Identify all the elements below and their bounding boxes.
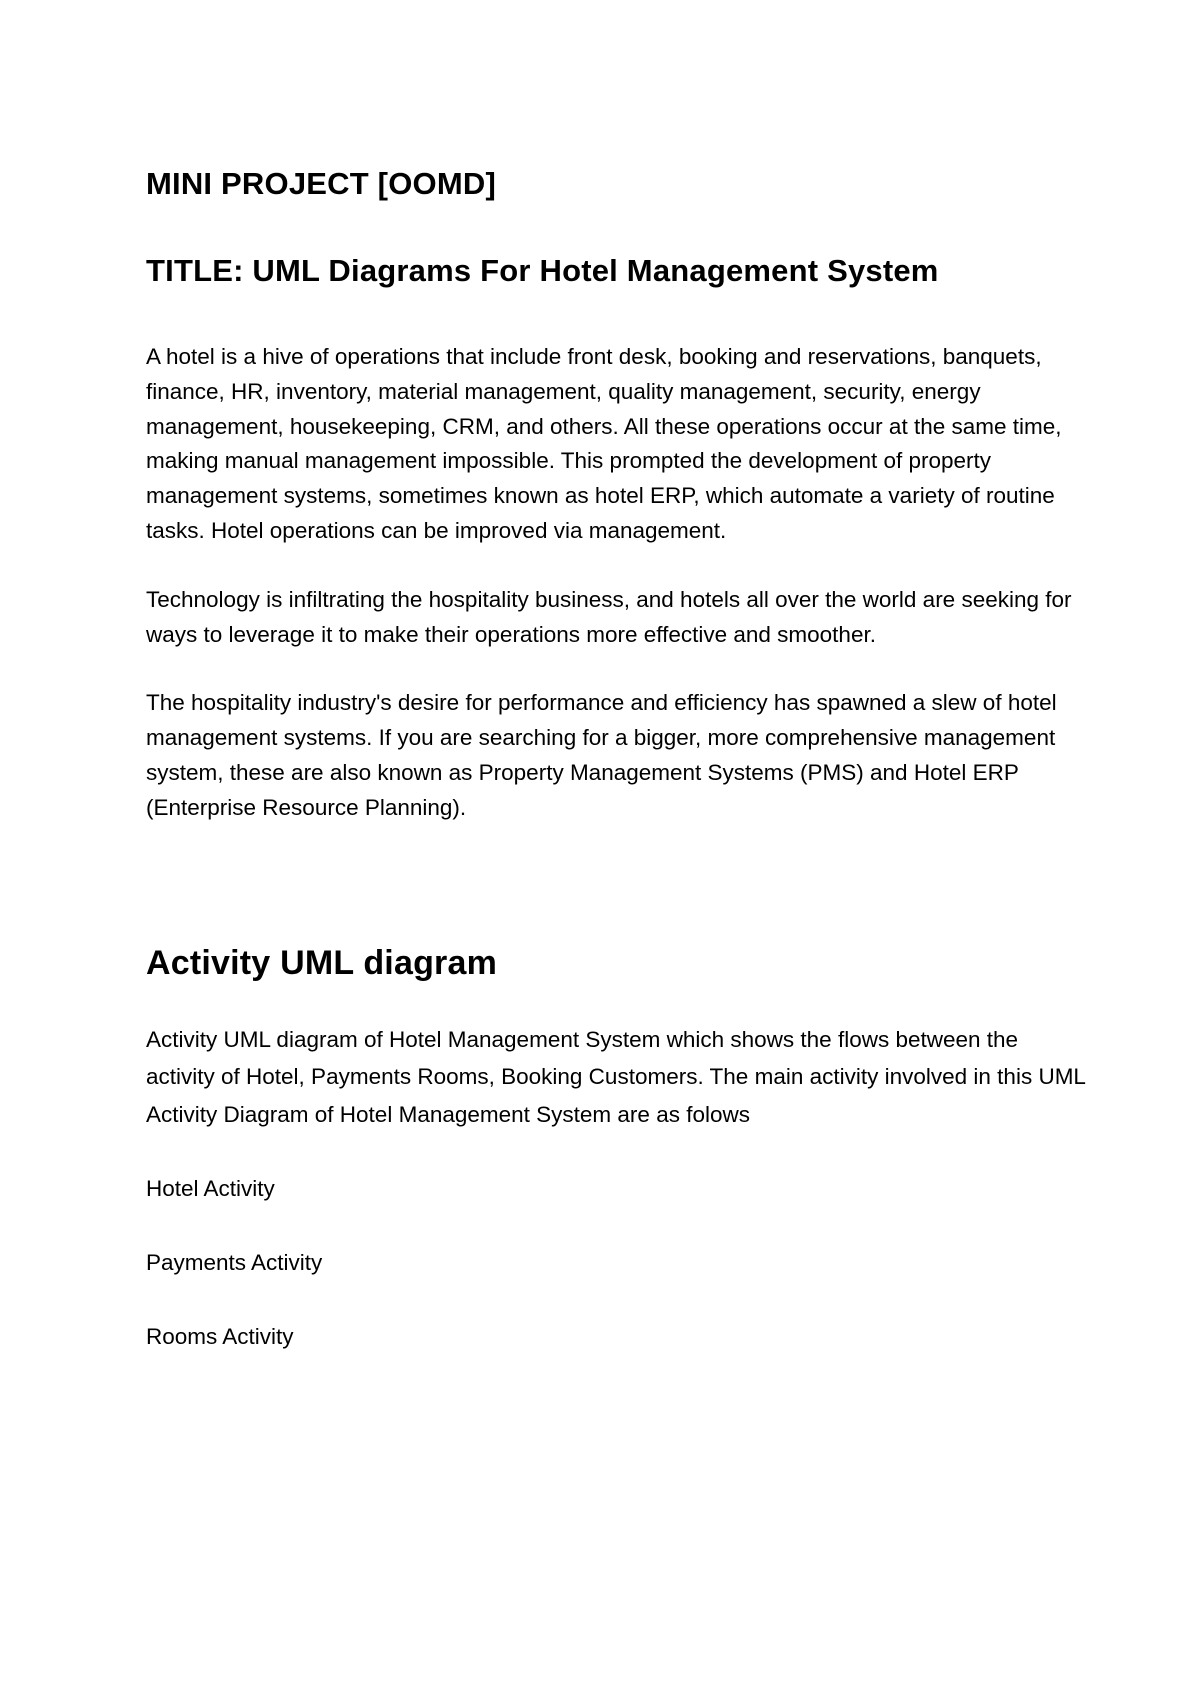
document-title: TITLE: UML Diagrams For Hotel Management System — [146, 253, 939, 288]
intro-paragraph: Technology is infiltrating the hospitality business, and hotels all over the world are seeking for ways to leverage it to make their operations more effective and smoother. — [146, 586, 1072, 647]
activity-section-description: Activity UML diagram of Hotel Management System which shows the flows between the activity of Hotel, Payments Rooms, Booking Customers. The main activity involved in this UML Activity Diagram of Hotel Management System are as folows — [146, 1026, 1086, 1127]
document-content — [146, 164, 1086, 1355]
intro-paragraph: A hotel is a hive of operations that include front desk, booking and reservations, banquets, finance, HR, inventory, material management, quality management, security, energy management, housekeeping, CRM, and others. All these operations occur at the same time, making manual management impossible. This prompted the development of property management systems, sometimes known as hotel ERP, which automate a variety of routine tasks. Hotel operations can be improved via management. — [146, 344, 1062, 543]
activity-section-heading: Activity UML diagram — [146, 943, 498, 982]
intro-paragraph: The hospitality industry's desire for performance and efficiency has spawned a slew of hotel management systems. If you are searching for a bigger, more comprehensive management system, these are also known as Property Management Systems (PMS) and Hotel ERP (Enterprise Resource Planning). — [146, 690, 1057, 820]
activity-list-item: Rooms Activity — [146, 1324, 294, 1350]
activity-list-item: Payments Activity — [146, 1250, 323, 1276]
activity-list-item: Hotel Activity — [146, 1176, 275, 1202]
project-heading: MINI PROJECT [OOMD] — [146, 166, 496, 201]
activity-list — [146, 1170, 1086, 1355]
